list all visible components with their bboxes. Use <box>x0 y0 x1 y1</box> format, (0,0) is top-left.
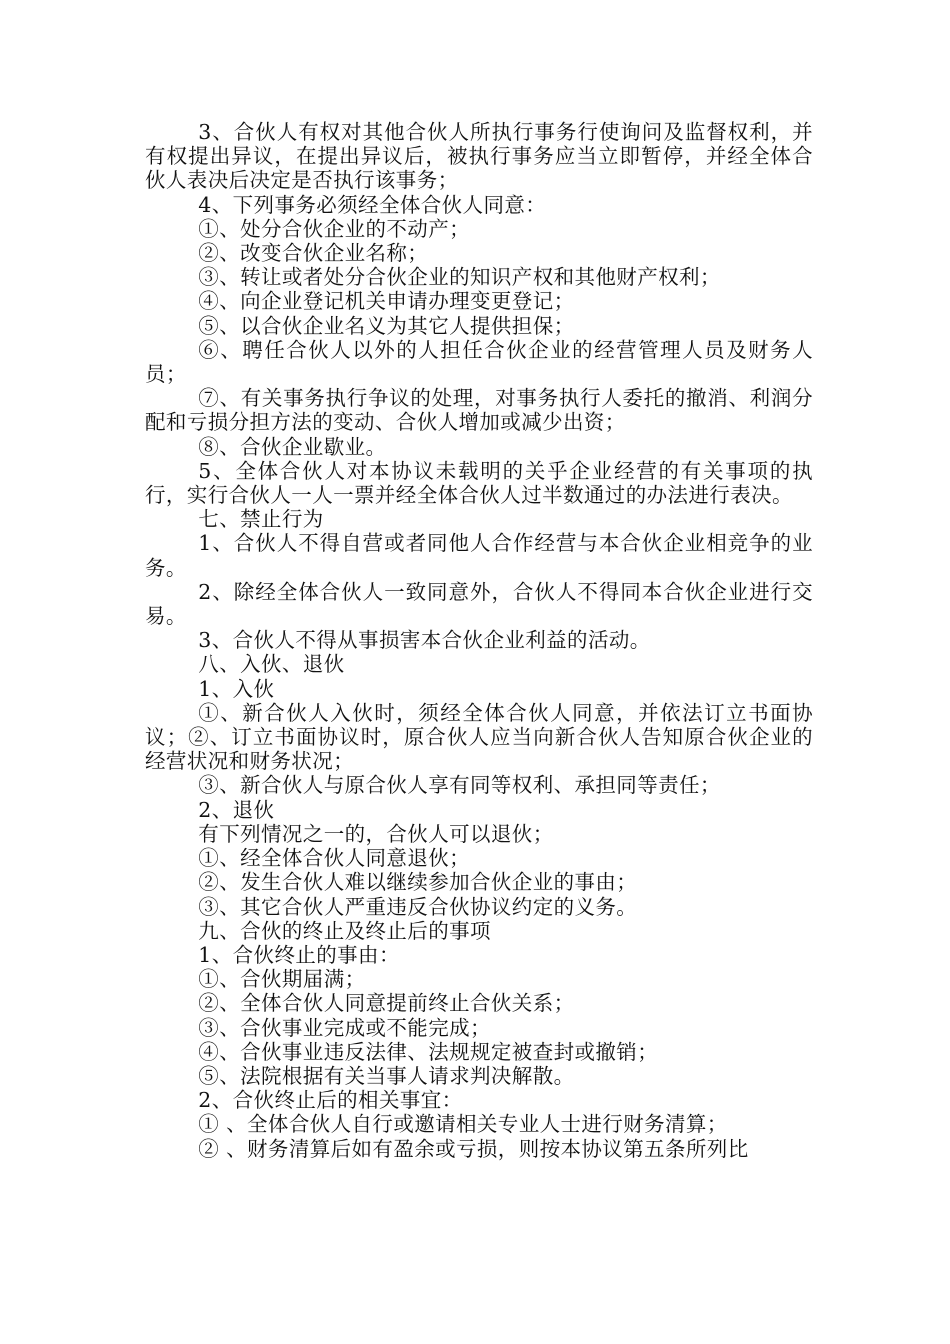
paragraph: 3、合伙人有权对其他合伙人所执行事务行使询问及监督权利，并有权提出异议，在提出异议后，被执行事务应当立即暂停，并经全体合伙人表决后决定是否执行该事务； <box>145 120 813 193</box>
list-item: ④、合伙事业违反法律、法规规定被查封或撤销； <box>198 1039 659 1064</box>
list-item: ⑤、以合伙企业名义为其它人提供担保； <box>198 313 575 338</box>
list-item: ⑦、有关事务执行争议的处理，对事务执行人委托的撤消、利润分配和亏损分担方法的变动、合伙人增加或减少出资； <box>145 386 813 435</box>
list-item: ③、新合伙人与原合伙人享有同等权利、承担同等责任； <box>198 773 721 798</box>
list-item: ③、合伙事业完成或不能完成； <box>198 1015 491 1040</box>
document-body <box>145 120 813 1161</box>
list-item: ②、发生合伙人难以继续参加合伙企业的事由； <box>198 870 638 895</box>
list-item: ④、向企业登记机关申请办理变更登记； <box>198 289 575 314</box>
list-item: ⑥、聘任合伙人以外的人担任合伙企业的经营管理人员及财务人员； <box>145 337 813 387</box>
paragraph: 1、合伙人不得自营或者同他人合作经营与本合伙企业相竞争的业务。 <box>145 531 813 580</box>
subsection-heading: 2、退伙 <box>198 797 275 822</box>
list-item: ⑤、法院根据有关当事人请求判决解散。 <box>198 1063 575 1088</box>
paragraph: 有下列情况之一的，合伙人可以退伙； <box>198 821 554 846</box>
list-item: ②、改变合伙企业名称； <box>198 241 429 266</box>
list-item: ①、经全体合伙人同意退伙； <box>198 846 470 871</box>
list-item: ③、其它合伙人严重违反合伙协议约定的义务。 <box>198 894 638 919</box>
paragraph: 4、下列事务必须经全体合伙人同意： <box>198 192 547 217</box>
paragraph: 3、合伙人不得从事损害本合伙企业利益的活动。 <box>198 628 651 653</box>
list-item: ③、转让或者处分合伙企业的知识产权和其他财产权利； <box>198 265 721 290</box>
section-heading: 八、入伙、退伙 <box>198 652 345 677</box>
subsection-heading: 2、合伙终止后的相关事宜： <box>198 1088 463 1113</box>
list-item: ①、处分合伙企业的不动产； <box>198 216 470 241</box>
section-heading: 七、禁止行为 <box>198 507 324 532</box>
subsection-heading: 1、入伙 <box>198 676 275 701</box>
paragraph: 2、除经全体合伙人一致同意外，合伙人不得同本合伙企业进行交易。 <box>145 579 813 629</box>
list-item: ①、新合伙人入伙时，须经全体合伙人同意，并依法订立书面协议；②、订立书面协议时，原合伙人应当向新合伙人告知原合伙企业的经营状况和财务状况； <box>145 700 813 774</box>
subsection-heading: 1、合伙终止的事由： <box>198 942 400 967</box>
list-item: ② 、财务清算后如有盈余或亏损，则按本协议第五条所列比 <box>198 1136 749 1161</box>
list-item: ①、合伙期届满； <box>198 967 366 992</box>
list-item: ②、全体合伙人同意提前终止合伙关系； <box>198 991 575 1016</box>
list-item: ① 、全体合伙人自行或邀请相关专业人士进行财务清算； <box>198 1112 728 1137</box>
list-item: ⑧、合伙企业歇业。 <box>198 434 387 459</box>
paragraph: 5、全体合伙人对本协议未载明的关乎企业经营的有关事项的执行，实行合伙人一人一票并经全体合伙人过半数通过的办法进行表决。 <box>145 458 813 508</box>
section-heading: 九、合伙的终止及终止后的事项 <box>198 918 491 943</box>
